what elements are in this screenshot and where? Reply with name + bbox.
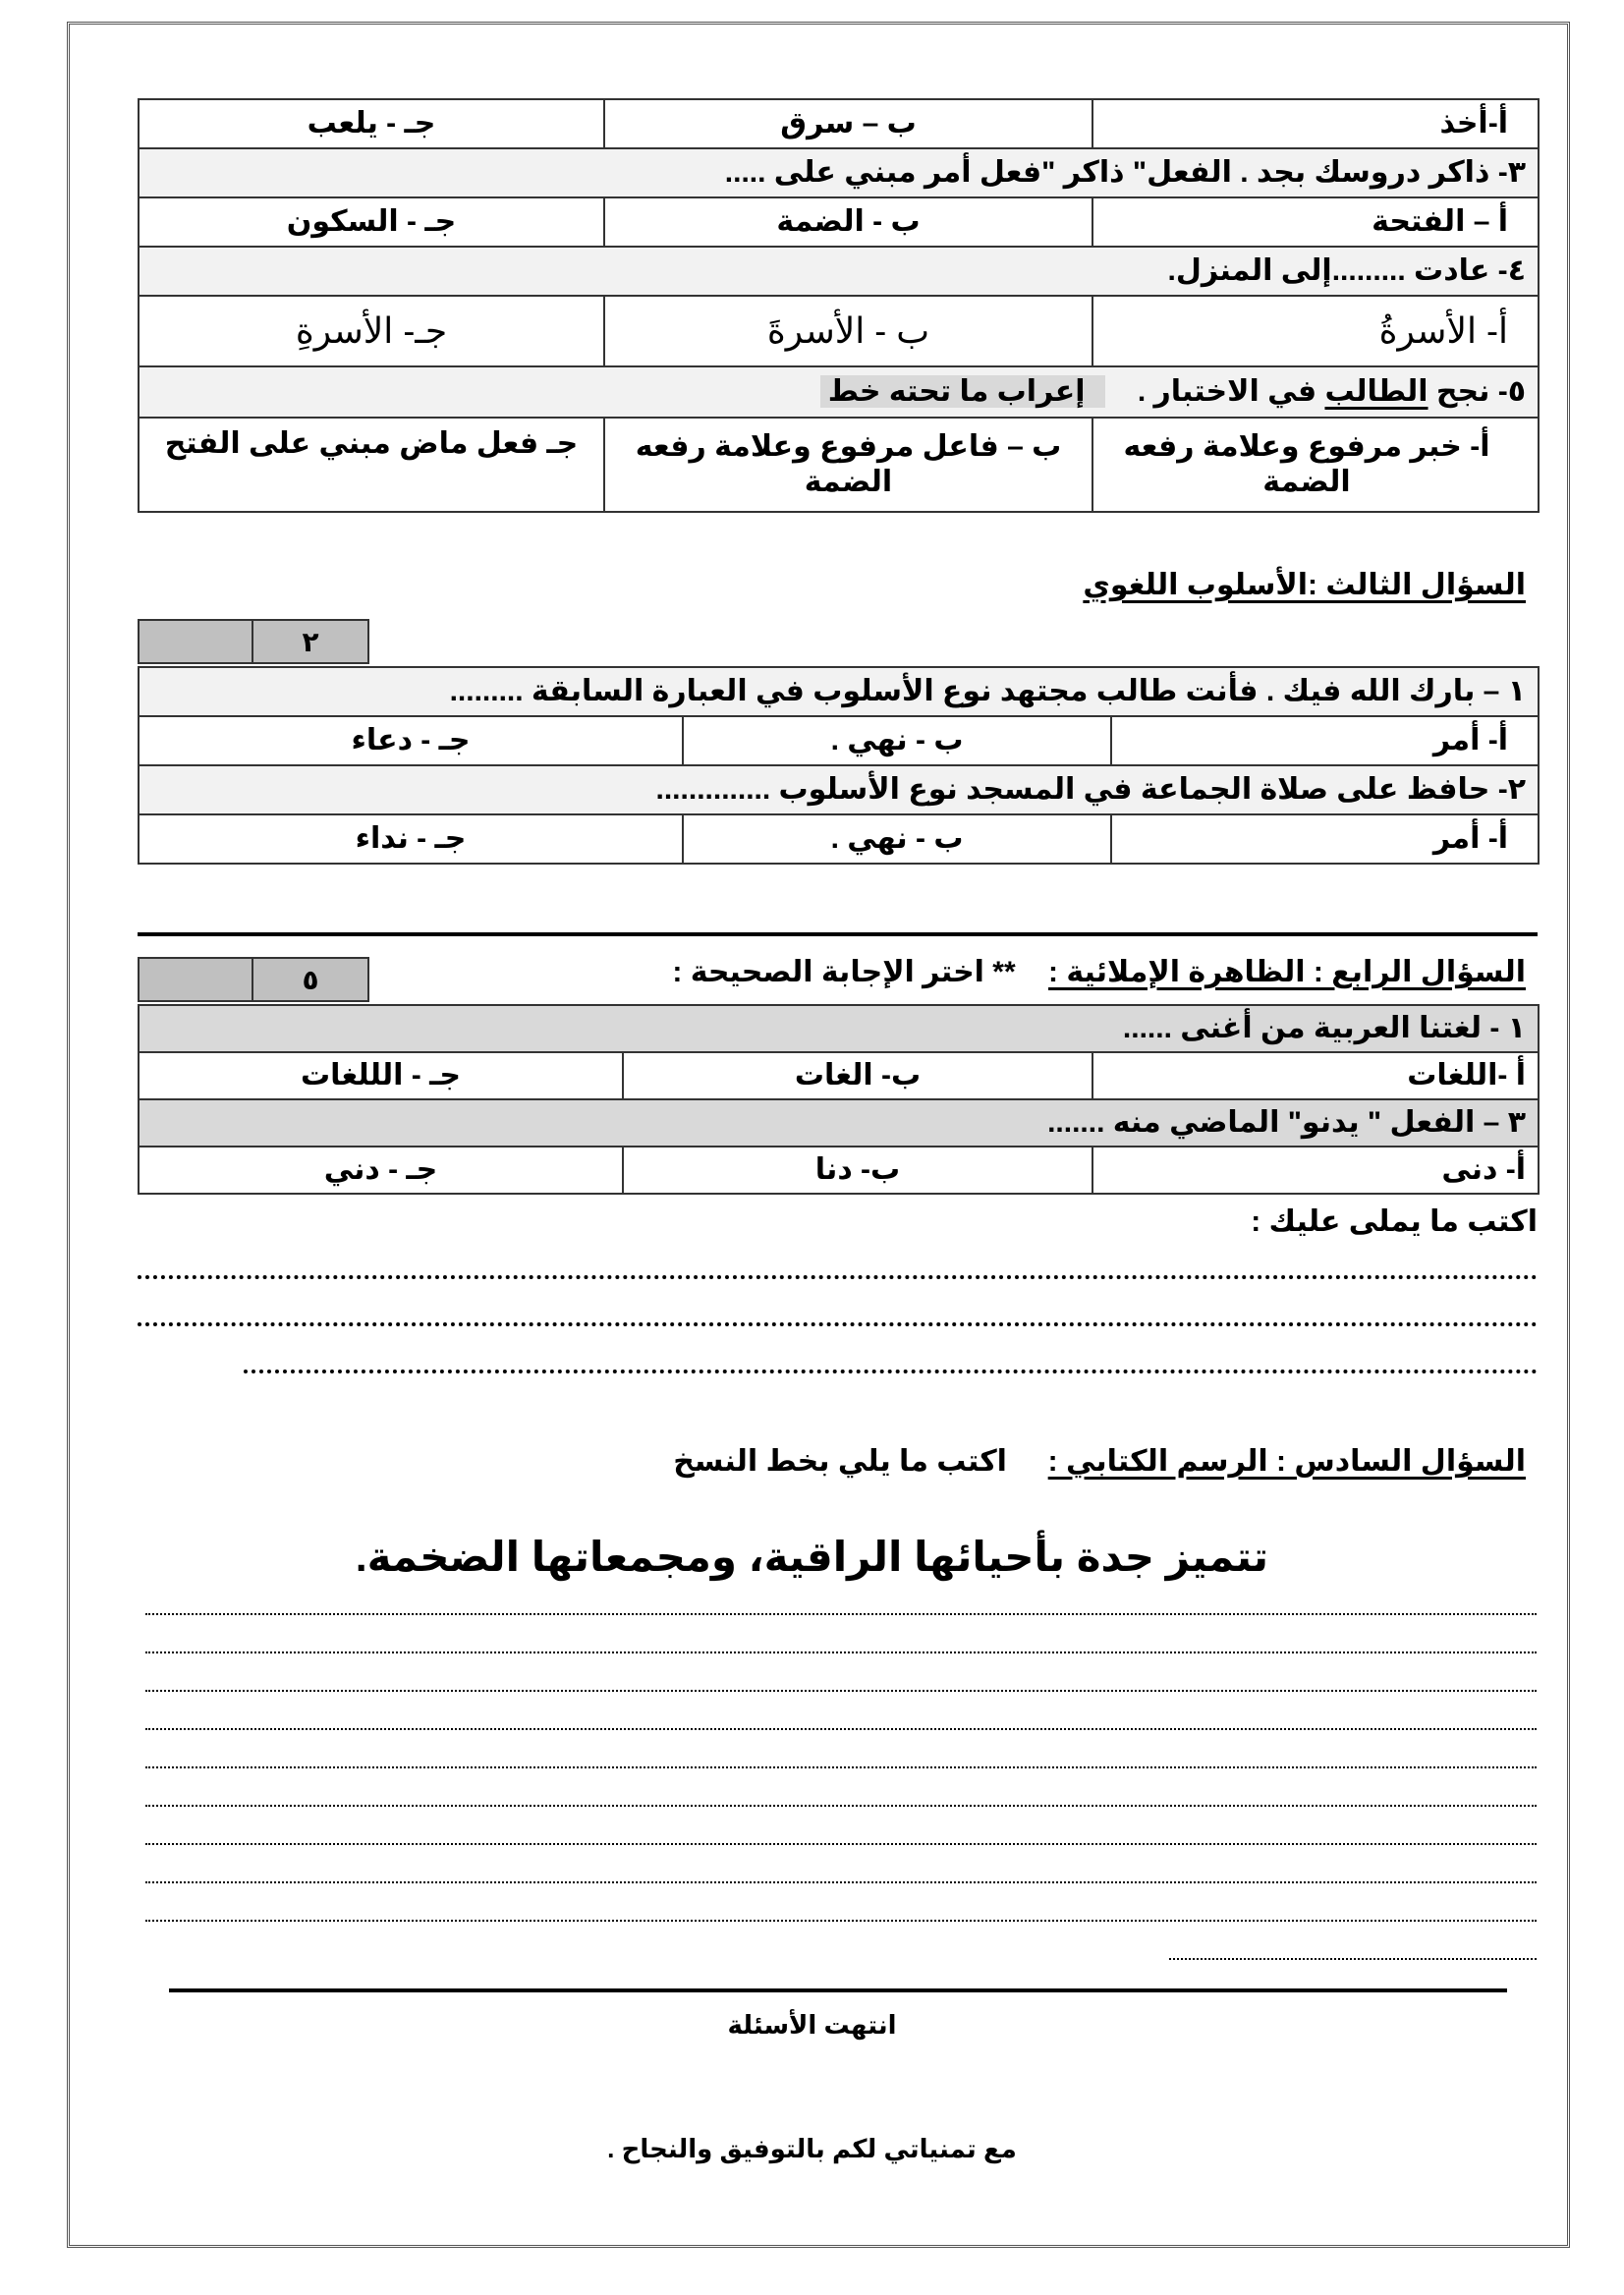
option-b[interactable]: ب - نهي .: [683, 814, 1111, 864]
spelling-questions-table: [138, 1004, 1540, 1195]
question-text: ٣ – الفعل " يدنو" الماضي منه .......: [139, 1099, 1539, 1147]
options-row: [139, 716, 1539, 765]
question6-heading: [673, 1444, 1526, 1479]
option-c[interactable]: جـ - الللغات: [139, 1052, 623, 1099]
question-text: ٣- ذاكر دروسك بجد . الفعل" ذاكر "فعل أمر مبني على .....: [139, 148, 1539, 197]
writing-line[interactable]: [1169, 1958, 1537, 1960]
question6-instruction: اكتب ما يلي بخط النسخ: [673, 1445, 1007, 1478]
option-a[interactable]: أ- خبر مرفوع وعلامة رفعه الضمة: [1092, 418, 1539, 512]
writing-line[interactable]: [145, 1651, 1537, 1653]
option-b[interactable]: ب - نهي .: [683, 716, 1111, 765]
option-c[interactable]: جـ - دعاء: [139, 716, 683, 765]
question-text: ٤- عادت .........إلى المنزل.: [139, 247, 1539, 296]
option-a[interactable]: أ – الفتحة: [1092, 197, 1539, 247]
section-divider: [138, 932, 1538, 936]
option-a[interactable]: أ-أخذ: [1092, 99, 1539, 148]
dictation-line[interactable]: [244, 1370, 1538, 1373]
option-c[interactable]: جـ - يلعب: [139, 99, 604, 148]
score-value: ٥: [302, 964, 319, 995]
writing-line[interactable]: [145, 1881, 1537, 1883]
good-wishes: مع تمنياتي لكم بالتوفيق والنجاح .: [607, 2134, 1017, 2163]
style-questions-table: [138, 666, 1540, 865]
question4-title: السؤال الرابع : الظاهرة الإملائية :: [1048, 956, 1526, 988]
dictation-line[interactable]: [138, 1275, 1538, 1279]
question-text: ٢- حافظ على صلاة الجماعة في المسجد نوع الأسلوب ..............: [139, 765, 1539, 814]
options-row: [139, 197, 1539, 247]
writing-line[interactable]: [145, 1766, 1537, 1768]
options-row: [139, 99, 1539, 148]
writing-line[interactable]: [145, 1728, 1537, 1730]
score-box: [138, 619, 369, 664]
option-b[interactable]: ب - الضمة: [604, 197, 1092, 247]
score-box: [138, 957, 369, 1002]
options-row: [139, 296, 1539, 366]
question-prefix: ٥- نجح: [1428, 375, 1526, 408]
writing-line[interactable]: [145, 1843, 1537, 1845]
option-c[interactable]: جـ- الأسرةِ: [139, 296, 604, 366]
dictation-line[interactable]: [138, 1322, 1538, 1326]
question4-instruction: ** اختر الإجابة الصحيحة :: [672, 956, 1016, 988]
score-empty: [140, 959, 253, 1000]
writing-line[interactable]: [145, 1920, 1537, 1922]
options-row: [139, 1147, 1539, 1194]
question-text: [139, 366, 1539, 418]
option-b[interactable]: ب - الأسرةَ: [604, 296, 1092, 366]
score-value: ٢: [302, 626, 319, 657]
options-row: [139, 418, 1539, 512]
option-a[interactable]: أ- أمر: [1111, 716, 1539, 765]
question-suffix: في الاختبار .: [1137, 375, 1325, 408]
options-row: [139, 1052, 1539, 1099]
option-c[interactable]: جـ - دني: [139, 1147, 623, 1194]
grammar-questions-table: [138, 98, 1540, 513]
score-empty: [140, 621, 253, 662]
dictation-label: اكتب ما يملى عليك :: [1251, 1205, 1538, 1238]
options-row: [139, 814, 1539, 864]
question-text: ١ – بارك الله فيك . فأنت طالب مجتهد نوع الأسلوب في العبارة السابقة .........: [139, 667, 1539, 716]
instruction-highlight: إعراب ما تحته خط: [820, 375, 1105, 408]
option-b[interactable]: ب- دنا: [623, 1147, 1092, 1194]
question3-title: السؤال الثالث :الأسلوب اللغوي: [1083, 569, 1526, 601]
option-b[interactable]: ب- الغات: [623, 1052, 1092, 1099]
question6-title: السؤال السادس : الرسم الكتابي :: [1047, 1445, 1526, 1478]
writing-line[interactable]: [145, 1805, 1537, 1807]
writing-line[interactable]: [145, 1613, 1537, 1615]
option-a[interactable]: أ- دنى: [1092, 1147, 1539, 1194]
writing-line[interactable]: [145, 1690, 1537, 1692]
option-a[interactable]: أ -اللغات: [1092, 1052, 1539, 1099]
option-c[interactable]: جـ - السكون: [139, 197, 604, 247]
copy-sentence: تتميز جدة بأحيائها الراقية، ومجمعاتها الضخمة.: [355, 1534, 1269, 1580]
question4-heading: [672, 955, 1526, 989]
option-b[interactable]: ب – سرق: [604, 99, 1092, 148]
option-a[interactable]: أ- الأسرةُ: [1092, 296, 1539, 366]
option-c[interactable]: جـ - نداء: [139, 814, 683, 864]
underlined-word: الطالب: [1324, 375, 1428, 408]
option-c[interactable]: جـ فعل ماض مبني على الفتح: [139, 418, 604, 512]
end-of-questions: انتهت الأسئلة: [727, 2010, 897, 2040]
option-b[interactable]: ب – فاعل مرفوع وعلامة رفعه الضمة: [604, 418, 1092, 512]
question-text: ١ - لغتنا العربية من أغنى ......: [139, 1005, 1539, 1052]
option-a[interactable]: أ- أمر: [1111, 814, 1539, 864]
end-divider: [169, 1988, 1507, 1992]
